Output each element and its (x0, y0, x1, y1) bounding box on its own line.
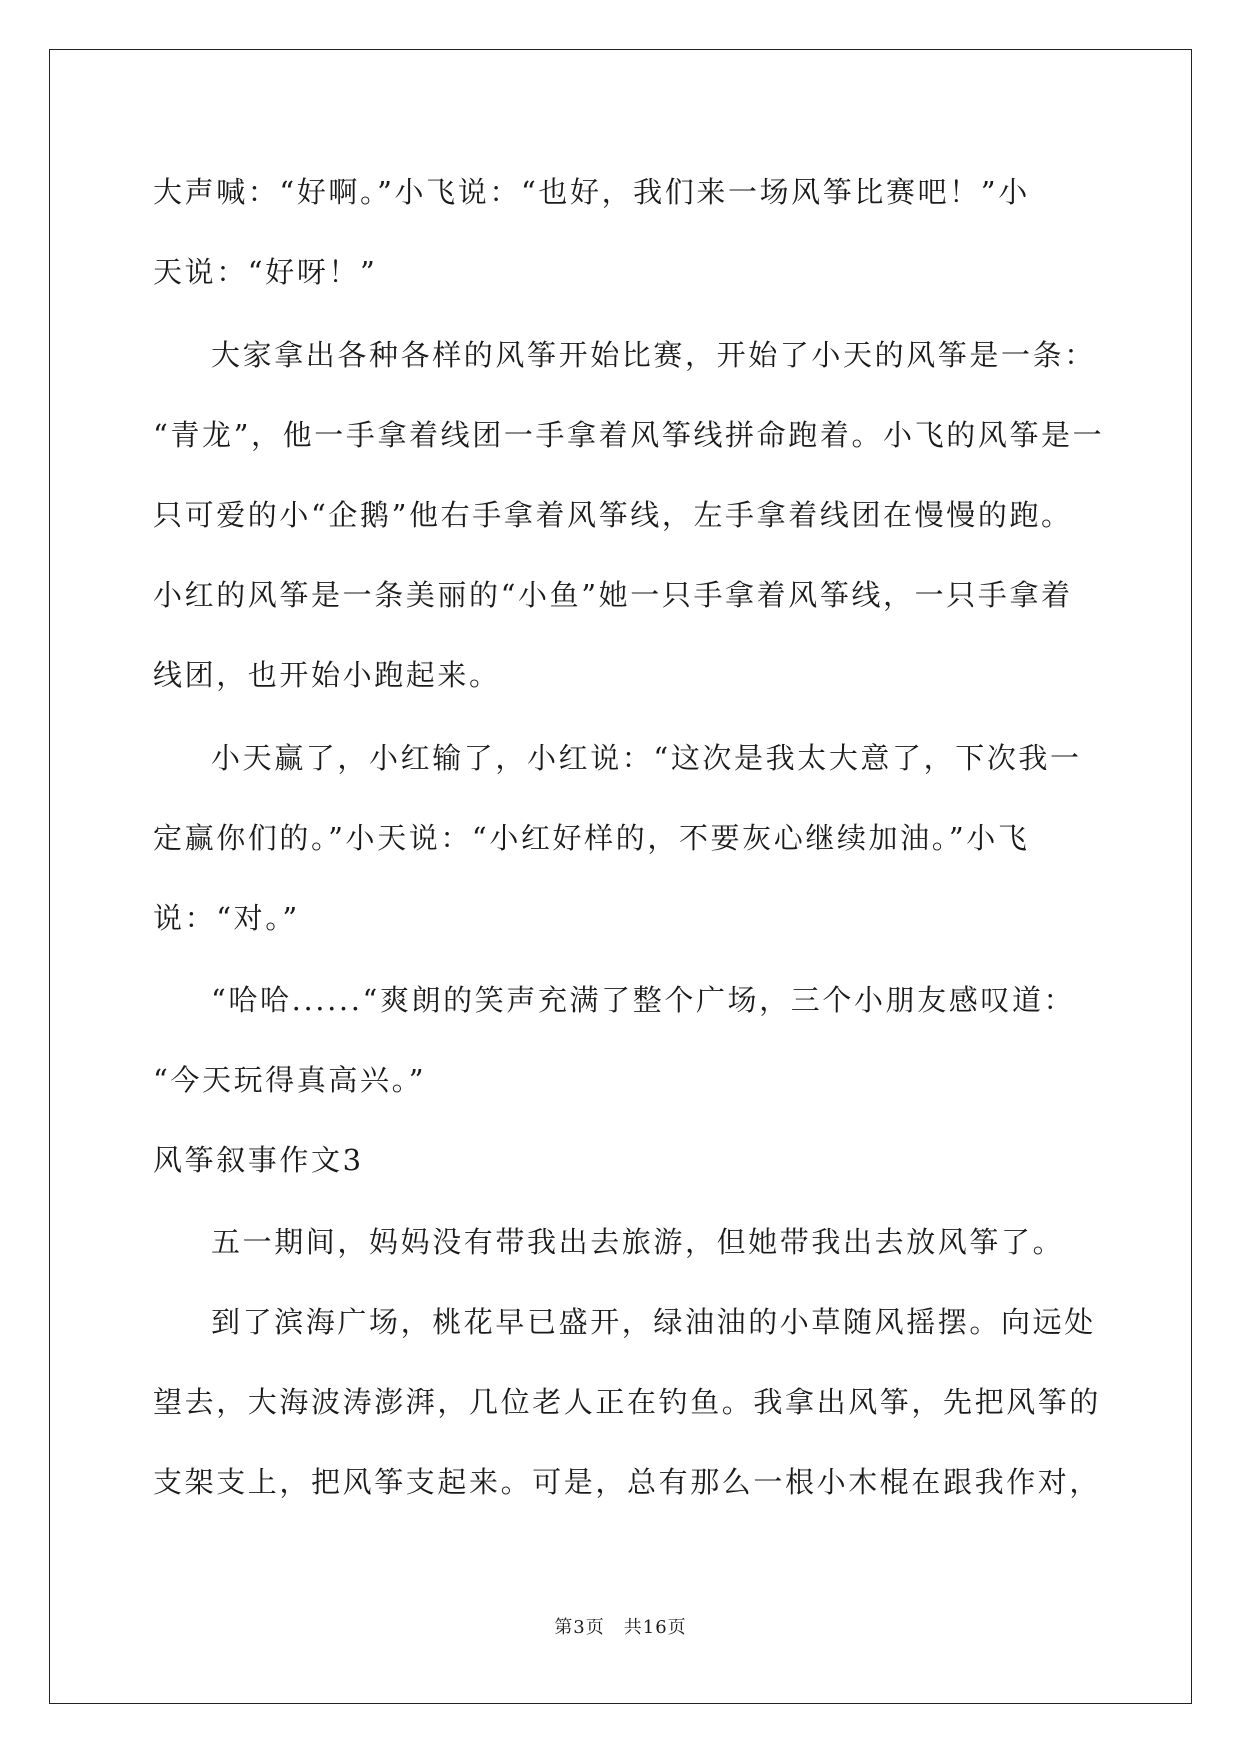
section-heading: 风筝叙事作文3 (153, 1143, 364, 1177)
text-line: 支架支上，把风筝支起来。可是，总有那么一根小木棍在跟我作对， (153, 1465, 1102, 1499)
page-number: 第3页 共16页 (554, 1617, 687, 1638)
text-line: “青龙”，他一手拿着线团一手拿着风筝线拼命跑着。小飞的风筝是一 (153, 418, 1105, 452)
text-line: 只可爱的小“企鹅”他右手拿着风筝线，左手拿着线团在慢慢的跑。 (153, 498, 1073, 532)
text-line: 大家拿出各种各样的风筝开始比赛，开始了小天的风筝是一条： (211, 338, 1096, 372)
text-line: 五一期间，妈妈没有带我出去旅游，但她带我出去放风筝了。 (211, 1225, 1065, 1259)
text-line: 到了滨海广场，桃花早已盛开，绿油油的小草随风摇摆。向远处 (211, 1305, 1096, 1339)
text-line: 说：“对。” (153, 901, 300, 935)
text-line: 小红的风筝是一条美丽的“小鱼”她一只手拿着风筝线，一只手拿着 (153, 578, 1073, 612)
page-border (49, 49, 1192, 1704)
text-line: 天说：“好呀！” (153, 255, 378, 289)
text-line: 望去，大海波涛澎湃，几位老人正在钓鱼。我拿出风筝，先把风筝的 (153, 1385, 1102, 1419)
text-line: 大声喊：“好啊。”小飞说：“也好，我们来一场风筝比赛吧！”小 (153, 175, 1030, 209)
text-line: 定赢你们的。”小天说：“小红好样的，不要灰心继续加油。”小飞 (153, 821, 1030, 855)
text-line: 线团，也开始小跑起来。 (153, 658, 501, 692)
text-line: “哈哈......“爽朗的笑声充满了整个广场，三个小朋友感叹道： (211, 983, 1076, 1017)
text-line: 小天赢了，小红输了，小红说：“这次是我太大意了，下次我一 (211, 741, 1082, 775)
text-line: “今天玩得真高兴。” (153, 1063, 427, 1097)
